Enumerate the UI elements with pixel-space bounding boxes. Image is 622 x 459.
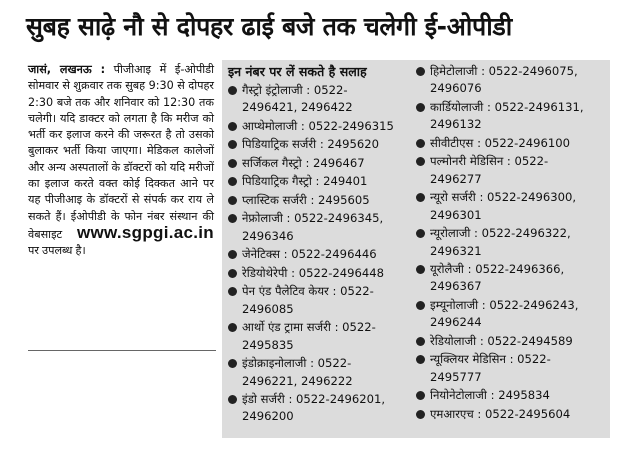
department-entry bbox=[412, 63, 590, 98]
department-text: हिमेटोलाजी : 0522-2496075, 2496076 bbox=[430, 64, 578, 96]
right-column bbox=[412, 63, 590, 424]
box-title: इन नंबर पर लें सकते है सलाह bbox=[228, 64, 367, 79]
bullet-icon bbox=[228, 323, 237, 332]
department-entry bbox=[224, 118, 402, 135]
bullet-icon bbox=[416, 229, 425, 238]
bullet-icon bbox=[228, 196, 237, 205]
department-entry bbox=[224, 192, 402, 209]
contact-numbers-box bbox=[222, 60, 610, 438]
department-entry bbox=[224, 210, 402, 245]
department-entry bbox=[224, 136, 402, 153]
bullet-icon bbox=[228, 269, 237, 278]
department-entry bbox=[224, 319, 402, 354]
department-text: पिडियाट्रिक सर्जरी : 2495620 bbox=[242, 137, 380, 152]
bullet-icon bbox=[228, 250, 237, 259]
department-text: नेफ्रोलाजी : 0522-2496345, 2496346 bbox=[242, 211, 384, 243]
bullet-icon bbox=[416, 391, 425, 400]
department-entry bbox=[412, 261, 590, 296]
article-text: पीजीआइ में ई-ओपीडी सोमवार से शुक्रवार तक सुबह 9:30 से दोपहर 2:30 बजे तक और शनिवार को 12:30 तक चलेगी। यदि डाक्टर को लगता है कि मरीज को भर्ती कर इलाज करने की जरूरत है तो उसको बुलाकर भर्ती किया जाएगा। मेडिकल कालेजों और अन्य अस्पतालों के डॉक्टरों को यदि मरीजों का इलाज करते वक्त कोई दिक्कत आने पर यह पीजीआइ के डॉक्टरों से संपर्क कर राय ले सकते हैं। ईओपीडी के फोन नंबर संस्थान की वेबसाइट bbox=[28, 63, 214, 241]
department-text: रेडियोलाजी : 0522-2494589 bbox=[430, 333, 573, 348]
dateline: जासं, लखनऊ : bbox=[28, 63, 106, 76]
department-text: आप्थेमोलाजी : 0522-2496315 bbox=[242, 118, 394, 133]
department-entry bbox=[224, 155, 402, 172]
department-text: जेनेटिक्स : 0522-2496446 bbox=[242, 247, 377, 262]
department-entry bbox=[412, 99, 590, 134]
department-text: पल्मोनरी मेडिसिन : 0522-2496277 bbox=[430, 154, 549, 186]
article-suffix: पर उपलब्ध है। bbox=[28, 244, 86, 258]
department-text: इंडोक्राइनोलाजी : 0522-2496221, 2496222 bbox=[242, 356, 353, 388]
bullet-icon bbox=[228, 359, 237, 368]
bullet-icon bbox=[416, 355, 425, 364]
bullet-icon bbox=[228, 395, 237, 404]
bullet-icon bbox=[228, 287, 237, 296]
department-entry bbox=[412, 333, 590, 350]
department-text: गैस्ट्रो इंट्रोलाजी : 0522-2496421, 2496422 bbox=[242, 83, 353, 115]
department-text: न्यूरोलाजी : 0522-2496322, 2496321 bbox=[430, 226, 571, 258]
website-link[interactable]: www.sgpgi.ac.in bbox=[76, 222, 214, 242]
department-entry bbox=[412, 153, 590, 188]
department-entry bbox=[224, 265, 402, 282]
department-text: प्लास्टिक सर्जरी : 2495605 bbox=[242, 192, 370, 207]
department-text: सर्जिकल गैस्ट्रो : 2496467 bbox=[242, 155, 365, 170]
department-text: एमआरएच : 0522-2495604 bbox=[430, 406, 571, 421]
department-entry bbox=[412, 387, 590, 404]
bullet-icon bbox=[416, 301, 425, 310]
bullet-icon bbox=[228, 159, 237, 168]
department-entry bbox=[224, 246, 402, 263]
divider-rule bbox=[28, 350, 216, 351]
bullet-icon bbox=[416, 265, 425, 274]
department-text: रेडियोथेरेपी : 0522-2496448 bbox=[242, 265, 385, 280]
department-entry bbox=[412, 135, 590, 152]
department-entry bbox=[412, 189, 590, 224]
department-entry bbox=[412, 406, 590, 423]
bullet-icon bbox=[416, 139, 425, 148]
left-column bbox=[224, 82, 402, 427]
headline: सुबह साढ़े नौ से दोपहर ढाई बजे तक चलेगी ई-ओपीडी bbox=[26, 12, 512, 41]
bullet-icon bbox=[228, 86, 237, 95]
department-entry bbox=[224, 355, 402, 390]
article-body bbox=[28, 62, 214, 260]
department-entry bbox=[412, 297, 590, 332]
bullet-icon bbox=[416, 103, 425, 112]
department-entry bbox=[224, 283, 402, 318]
department-entry bbox=[224, 391, 402, 426]
bullet-icon bbox=[416, 67, 425, 76]
bullet-icon bbox=[416, 157, 425, 166]
bullet-icon bbox=[228, 177, 237, 186]
bullet-icon bbox=[416, 410, 425, 419]
department-entry bbox=[224, 82, 402, 117]
department-text: न्यूक्लियर मेडिसिन : 0522-2495777 bbox=[430, 352, 551, 384]
bullet-icon bbox=[416, 193, 425, 202]
department-text: इंडो सर्जरी : 0522-2496201, 2496200 bbox=[242, 392, 386, 424]
department-text: न्यूरो सर्जरी : 0522-2496300, 2496301 bbox=[430, 190, 577, 222]
department-entry bbox=[224, 173, 402, 190]
bullet-icon bbox=[228, 140, 237, 149]
department-text: इम्यूनोलाजी : 0522-2496243, 2496244 bbox=[430, 297, 579, 330]
department-text: कार्डियोलाजी : 0522-2496131, 2496132 bbox=[430, 99, 584, 132]
bullet-icon bbox=[228, 122, 237, 131]
department-text: पेन एंड पैलेटिव केयर : 0522-2496085 bbox=[242, 284, 374, 316]
bullet-icon bbox=[228, 214, 237, 223]
department-entry bbox=[412, 351, 590, 386]
department-text: सीवीटीएस : 0522-2496100 bbox=[430, 135, 570, 150]
department-text: यूरोलैजी : 0522-2496366, 2496367 bbox=[430, 262, 565, 294]
bullet-icon bbox=[416, 337, 425, 346]
department-text: पिडियाट्रिक गैस्ट्रो : 249401 bbox=[242, 174, 368, 189]
department-text: आर्थो एंड ट्रामा सर्जरी : 0522-2495835 bbox=[242, 320, 376, 352]
department-entry bbox=[412, 225, 590, 260]
department-text: नियोनेटोलाजी : 2495834 bbox=[430, 388, 550, 403]
